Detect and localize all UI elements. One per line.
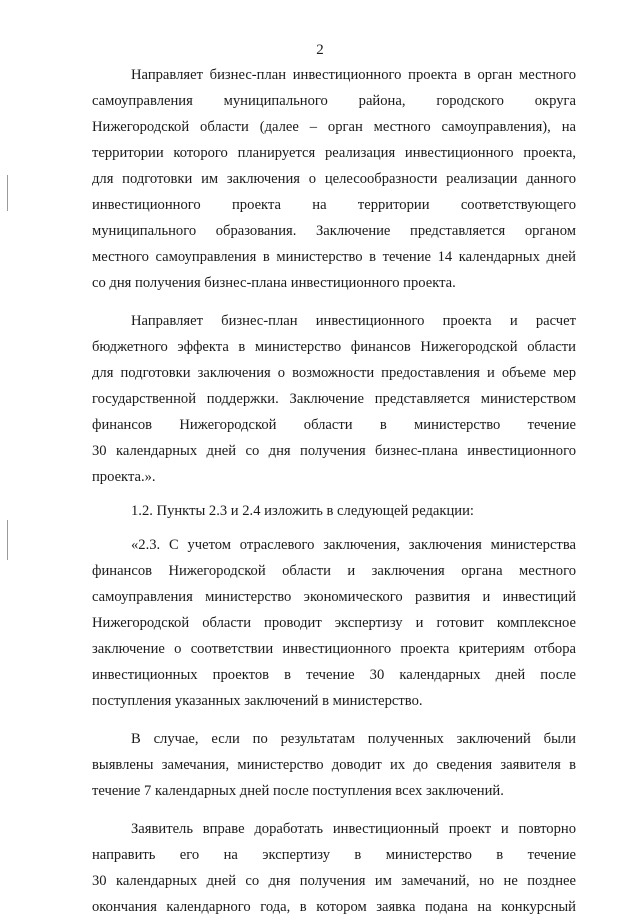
text-line: бюджетного эффекта в министерство финансов Нижегородской области bbox=[92, 339, 576, 355]
text-line: финансов Нижегородской области и заключения органа местного bbox=[92, 563, 576, 579]
page-number: 2 bbox=[316, 42, 324, 58]
text-line: заключение о соответствии инвестиционного проекта критериям отбора bbox=[92, 641, 576, 657]
text-line: Нижегородской области (далее – орган местного самоуправления), на bbox=[92, 119, 576, 135]
text-line: для подготовки им заключения о целесообразности реализации данного bbox=[92, 171, 576, 187]
text-line: со дня получения бизнес-плана инвестиционного проекта. bbox=[92, 275, 456, 291]
text-line: выявлены замечания, министерство доводит их до сведения заявителя в bbox=[92, 757, 576, 773]
text-line: муниципального образования. Заключение представляется органом bbox=[92, 223, 576, 239]
text-line: течение 7 календарных дней после поступления всех заключений. bbox=[92, 783, 504, 799]
text-line: В случае, если по результатам полученных заключений были bbox=[131, 731, 576, 747]
text-line: Заявитель вправе доработать инвестиционный проект и повторно bbox=[131, 821, 576, 837]
text-line: Направляет бизнес-план инвестиционного проекта в орган местного bbox=[131, 67, 576, 83]
text-line: самоуправления муниципального района, городского округа bbox=[92, 93, 576, 109]
text-line: «2.3. С учетом отраслевого заключения, заключения министерства bbox=[131, 537, 576, 553]
text-line: направить его на экспертизу в министерство в течение bbox=[92, 847, 576, 863]
text-line: местного самоуправления в министерство в течение 14 календарных дней bbox=[92, 249, 576, 265]
text-line: самоуправления министерство экономического развития и инвестиций bbox=[92, 589, 576, 605]
text-line: 30 календарных дней со дня получения бизнес-плана инвестиционного bbox=[92, 443, 576, 459]
text-line: для подготовки заключения о возможности предоставления и объеме мер bbox=[92, 365, 576, 381]
text-line: инвестиционных проектов в течение 30 календарных дней после bbox=[92, 667, 576, 683]
text-line: поступления указанных заключений в министерство. bbox=[92, 693, 423, 709]
text-line: 30 календарных дней со дня получения им замечаний, но не позднее bbox=[92, 873, 576, 889]
text-line: Нижегородской области проводит экспертизу и готовит комплексное bbox=[92, 615, 576, 631]
text-line: 1.2. Пункты 2.3 и 2.4 изложить в следующей редакции: bbox=[131, 503, 474, 519]
scan-edge-mark bbox=[7, 520, 8, 560]
scan-edge-mark bbox=[7, 175, 8, 211]
text-line: окончания календарного года, в котором заявка подана на конкурсный bbox=[92, 899, 576, 915]
text-line: финансов Нижегородской области в министерство течение bbox=[92, 417, 576, 433]
text-line: проекта.». bbox=[92, 469, 156, 485]
text-line: территории которого планируется реализация инвестиционного проекта, bbox=[92, 145, 576, 161]
text-line: государственной поддержки. Заключение представляется министерством bbox=[92, 391, 576, 407]
document-body bbox=[92, 62, 576, 920]
text-line: инвестиционного проекта на территории соответствующего bbox=[92, 197, 576, 213]
text-line: Направляет бизнес-план инвестиционного проекта и расчет bbox=[131, 313, 576, 329]
